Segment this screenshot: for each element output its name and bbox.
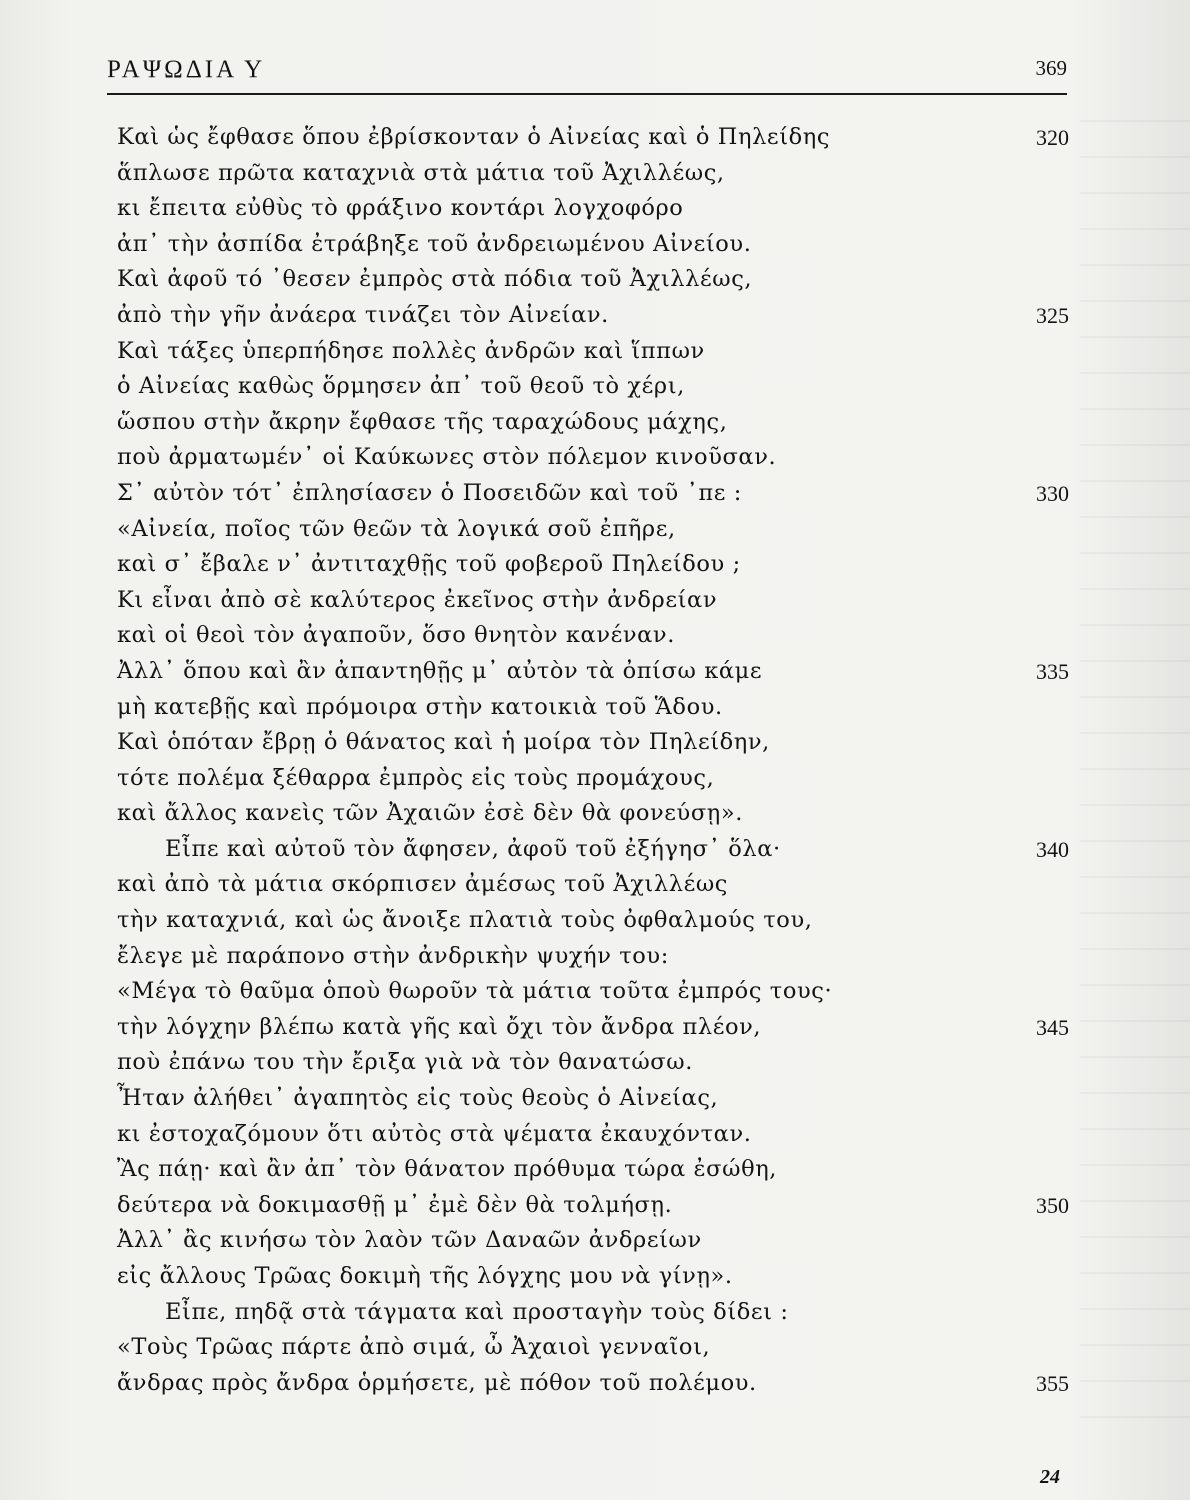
running-head: ΡΑΨΩΔΙΑ Υ [107,56,266,83]
verse-text: Εἶπε καὶ αὐτοῦ τὸν ἄφησεν, ἀφοῦ τοῦ ἐξήγησ᾿ ὅλα· [165,835,781,862]
verse-text: Ἦταν ἀλήθει᾿ ἀγαπητὸς εἰς τοὺς θεοὺς ὁ Αἰνείας, [117,1085,719,1112]
verse-line [117,334,1069,370]
verse-text: Καὶ τάξες ὑπερπήδησε πολλὲς ἀνδρῶν καὶ ἵππων [117,337,705,364]
page-header [107,52,1067,92]
verse-text: ἔλεγε μὲ παράπονο στὴν ἀνδρικὴν ψυχήν του: [117,942,669,969]
verse-line [117,227,1069,263]
page-number: 369 [1035,56,1067,80]
verse-line [117,440,1069,476]
verse-line [117,1045,1069,1081]
verse-line [117,369,1069,405]
verse-line [117,583,1069,619]
facing-page-bleed-through [1080,120,1190,1440]
line-number: 330 [1036,480,1069,506]
verse-text: ὥσπου στὴν ἄκρην ἔφθασε τῆς ταραχώδους μάχης, [117,408,728,435]
verse-line [117,120,1069,156]
verse-line [117,1259,1069,1295]
verse-line [117,1223,1069,1259]
verse-line [117,1366,1069,1402]
header-rule [107,93,1067,95]
verse-text: καὶ ἀπὸ τὰ μάτια σκόρπισεν ἀμέσως τοῦ Ἀχιλλέως [117,871,728,898]
verse-text: καὶ ἄλλος κανεὶς τῶν Ἀχαιῶν ἐσὲ δὲν θὰ φονεύσῃ». [117,800,743,827]
verse-line [117,939,1069,975]
verse-line [117,618,1069,654]
verse-text: Κι εἶναι ἀπὸ σὲ καλύτερος ἐκεῖνος στὴν ἀνδρείαν [117,586,718,613]
verse-text: καὶ οἱ θεοὶ τὸν ἀγαποῦν, ὅσο θνητὸν κανέναν. [117,622,675,649]
verse-list [117,120,1069,1401]
verse-text: ἅπλωσε πρῶτα καταχνιὰ στὰ μάτια τοῦ Ἀχιλλέως, [117,159,725,186]
verse-text: Καὶ ὡς ἔφθασε ὅπου ἐβρίσκονταν ὁ Αἰνείας καὶ ὁ Πηλείδης [117,124,831,150]
verse-line [117,1295,1069,1331]
verse-line [117,1010,1069,1046]
verse-text: κι ἐστοχαζόμουν ὅτι αὐτὸς στὰ ψέματα ἐκαυχόνταν. [117,1120,752,1147]
verse-text: «Μέγα τὸ θαῦμα ὁποὺ θωροῦν τὰ μάτια τοῦτα ἐμπρός τους· [117,978,833,1005]
verse-line [117,156,1069,192]
verse-line [117,654,1069,690]
verse-text: καὶ σ᾿ ἔβαλε ν᾿ ἀντιταχθῇς τοῦ φοβεροῦ Πηλείδου ; [117,551,741,578]
verse-line [117,191,1069,227]
verse-line [117,725,1069,761]
verse-line [117,262,1069,298]
verse-text: ποὺ ἐπάνω του τὴν ἔριξα γιὰ νὰ τὸν θανατώσω. [117,1049,693,1076]
verse-text: εἰς ἄλλους Τρῶας δοκιμὴ τῆς λόγχης μου νὰ γίνῃ». [117,1263,733,1289]
line-number: 325 [1036,302,1069,328]
verse-text: ποὺ ἀρματωμέν᾿ οἱ Καύκωνες στὸν πόλεμον κινοῦσαν. [117,444,777,471]
verse-line [117,512,1069,548]
line-number: 335 [1036,658,1069,684]
verse-text: κι ἔπειτα εὐθὺς τὸ φράξινο κοντάρι λογχοφόρο [117,195,684,222]
verse-text: Ἀλλ᾿ ὅπου καὶ ἂν ἀπαντηθῇς μ᾿ αὐτὸν τὰ ὀπίσω κάμε [117,657,763,684]
verse-line [117,405,1069,441]
verse-line [117,974,1069,1010]
verse-text: Καὶ ὁπόταν ἔβρῃ ὁ θάνατος καὶ ἡ μοίρα τὸν Πηλείδην, [117,729,770,756]
verse-text: «Τοὺς Τρῶας πάρτε ἀπὸ σιμά, ὦ Ἀχαιοὶ γενναῖοι, [117,1334,711,1361]
line-number: 345 [1036,1014,1069,1040]
verse-line [117,1152,1069,1188]
verse-text: Καὶ ἀφοῦ τό ᾿θεσεν ἐμπρὸς στὰ πόδια τοῦ Ἀχιλλέως, [117,266,753,293]
verse-line [117,1188,1069,1224]
line-number: 350 [1036,1192,1069,1218]
verse-text: Ἀλλ᾿ ἂς κινήσω τὸν λαὸν τῶν Δαναῶν ἀνδρείων [117,1227,702,1254]
verse-line [117,1330,1069,1366]
verse-text: τὴν καταχνιά, καὶ ὡς ἄνοιξε πλατιὰ τοὺς ὀφθαλμούς του, [117,907,813,934]
verse-text: Ἂς πάῃ· καὶ ἂν ἀπ᾿ τὸν θάνατον πρόθυμα τώρα ἐσώθη, [117,1156,778,1183]
verse-text: ὁ Αἰνείας καθὼς ὅρμησεν ἀπ᾿ τοῦ θεοῦ τὸ χέρι, [117,373,685,400]
verse-line [117,547,1069,583]
verse-line [117,761,1069,797]
verse-text: ἀπ᾿ τὴν ἀσπίδα ἐτράβηξε τοῦ ἀνδρειωμένου Αἰνείου. [117,230,752,257]
line-number: 355 [1036,1370,1069,1396]
verse-text: Εἶπε, πηδᾷ στὰ τάγματα καὶ προσταγὴν τοὺς δίδει : [165,1298,789,1325]
verse-line [117,867,1069,903]
verse-line [117,690,1069,726]
line-number: 320 [1036,125,1069,150]
line-number: 340 [1036,836,1069,862]
verse-text: ἀπὸ τὴν γῆν ἀνάερα τινάζει τὸν Αἰνείαν. [117,301,609,328]
printer-signature-mark: 24 [1040,1466,1060,1488]
verse-line [117,832,1069,868]
verse-text: «Αἰνεία, ποῖος τῶν θεῶν τὰ λογικά σοῦ ἐπῆρε, [117,515,676,542]
verse-line [117,1117,1069,1153]
verse-text: τὴν λόγχην βλέπω κατὰ γῆς καὶ ὄχι τὸν ἄνδρα πλέον, [117,1013,762,1040]
verse-text: τότε πολέμα ξέθαρρα ἐμπρὸς εἰς τοὺς προμάχους, [117,764,715,791]
verse-line [117,796,1069,832]
verse-line [117,476,1069,512]
verse-text: ἄνδρας πρὸς ἄνδρα ὁρμήσετε, μὲ πόθον τοῦ πολέμου. [117,1369,757,1396]
verse-text: Σ᾿ αὐτὸν τότ᾿ ἐπλησίασεν ὁ Ποσειδῶν καὶ τοῦ ᾿πε : [117,479,742,506]
verse-line [117,298,1069,334]
verse-text: μὴ κατεβῇς καὶ πρόμοιρα στὴν κατοικιὰ τοῦ Ἅδου. [117,693,723,720]
verse-text: δεύτερα νὰ δοκιμασθῇ μ᾿ ἐμὲ δὲν θὰ τολμήσῃ. [117,1191,673,1218]
verse-line [117,903,1069,939]
verse-line [117,1081,1069,1117]
